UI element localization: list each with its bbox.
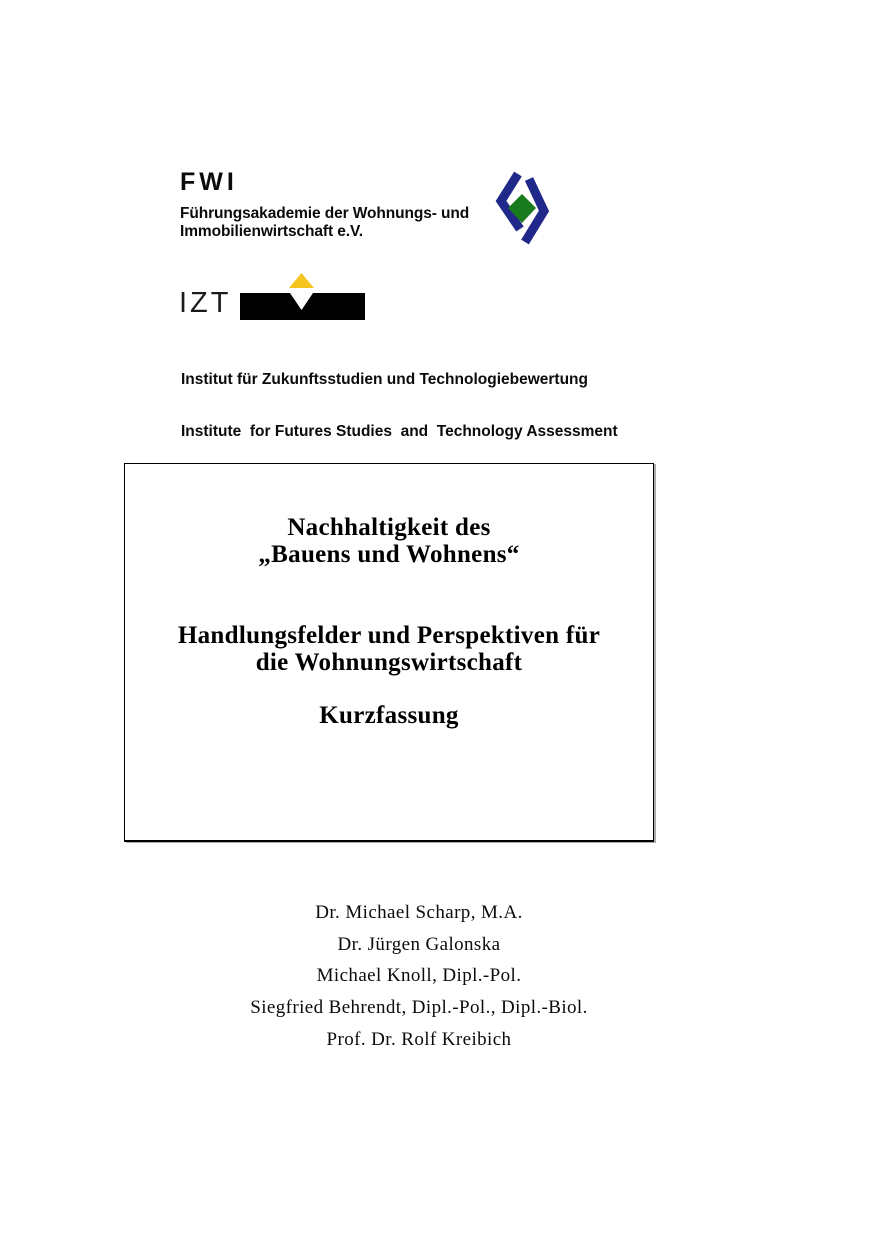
doc-subtitle — [125, 622, 653, 676]
doc-subtitle-line-2: die Wohnungswirtschaft — [255, 649, 523, 676]
doc-title — [125, 514, 653, 568]
institute-name-de: Institut für Zukunftsstudien und Technologiebewertung — [181, 371, 588, 389]
institute-names — [181, 337, 618, 475]
author-line: Prof. Dr. Rolf Kreibich — [326, 1028, 512, 1050]
authors-list — [0, 897, 838, 1055]
fwi-acronym: FWI — [180, 168, 238, 196]
author-line: Dr. Michael Scharp, M.A. — [315, 902, 523, 923]
izt-logo-yellow-triangle — [289, 273, 314, 288]
doc-subtitle-line-1: Handlungsfelder und Perspektiven für — [177, 622, 601, 649]
doc-title-line-1: Nachhaltigkeit des — [287, 514, 491, 541]
author-line: Siegfried Behrendt, Dipl.-Pol., Dipl.-Biol. — [250, 997, 588, 1019]
fwi-subtitle — [180, 205, 469, 240]
author-line: Michael Knoll, Dipl.-Pol. — [316, 965, 522, 987]
fwi-subtitle-line-1: Führungsakademie der Wohnungs- und — [180, 205, 470, 222]
fwi-subtitle-line-2: Immobilienwirtschaft e.V. — [180, 222, 363, 240]
fwi-diamond-logo-icon — [494, 168, 550, 246]
izt-logo-bar — [240, 293, 365, 320]
title-box — [124, 463, 654, 842]
author-line: Dr. Jürgen Galonska — [337, 933, 501, 955]
izt-logo-icon — [240, 270, 365, 320]
doc-title-line-2: „Bauens und Wohnens“ — [258, 541, 520, 568]
doc-type-label: Kurzfassung — [319, 702, 459, 729]
institute-name-en: Institute for Futures Studies and Technology Assessment — [181, 423, 618, 441]
izt-acronym: IZT — [179, 287, 232, 319]
